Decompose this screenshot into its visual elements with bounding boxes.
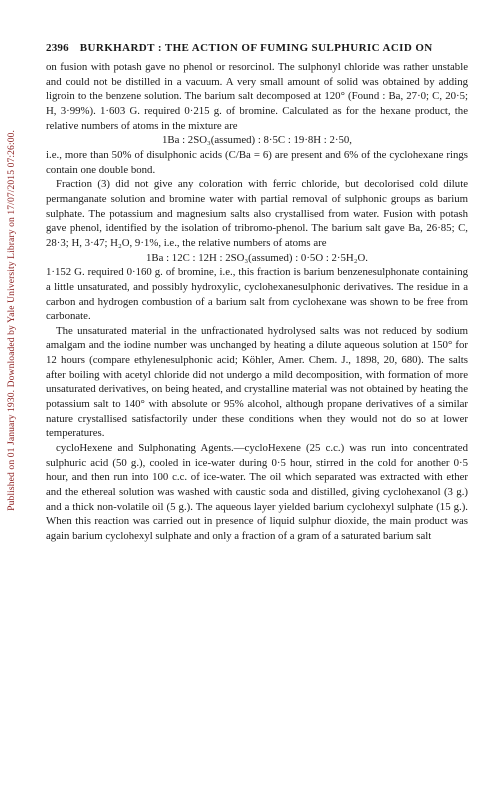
paragraph-3: Fraction (3) did not give any coloration with ferric chloride, but decolorised cold dilute permanganate solution and bromine water with partial removal of sulphonic groups as barium sulphate. The potassium and magnesium salts also crystallised from water. Fusion with potash gave phenol, identified by the isolation of tribromo-phenol. The barium salt gave Ba, 26·85; C, 28·3; H, 3·47; H₂O, 9·1%, i.e., the relative numbers of atoms are [46,178,468,249]
paragraph-4: 1·152 G. required 0·160 g. of bromine, i.e., this fraction is barium benzenesulphonate containing a little unsaturated, and possibly hydroxylic, cyclohexanesulphonic derivatives. The residue in a carbon and hydrogen combustion of a barium salt from cyclohexane was shown to be free from carbonate. [46,266,468,323]
paragraph-5: The unsaturated material in the unfractionated hydrolysed salts was not reduced by sodium amalgam and the iodine number was unchanged by heating a dilute aqueous solution at 150° for 12 hours (compare ethylenesulphonic acid; Köhler, Amer. Chem. J., 1898, 20, 680). The salts after boiling with acetyl chloride did not undergo a mild decomposition, with formation of more unsaturated derivatives, on being heated, and crystalline material was not obtained by heating the potassium salt to 140° with absolute or 95% alcohol, although propane derivatives of a similar nature crystallised satisfactorily under these conditions when they would not do so at lower temperatures. [46,324,468,440]
running-header [46,42,468,54]
formula-2: 1Ba : 12C : 12H : 2SO₃(assumed) : 0·5O : 2·5H₂O. [146,251,368,264]
journal-page [46,42,468,544]
paragraph-1: on fusion with potash gave no phenol or resorcinol. The sulphonyl chloride was rather unstable and could not be distilled in a vacuum. A very small amount of solid was obtained by adding ligroin to the benzene solution. The barium salt decomposed at 120° (Found : Ba, 27·0; C, 20·5; H, 3·99%). 1·603 G. required 0·215 g. of bromine. Calculated as for the hexane product, the relative numbers of atoms in the mixture are [46,61,468,132]
formula-1: 1Ba : 2SO₃(assumed) : 8·5C : 19·8H : 2·50, [162,134,352,147]
download-watermark [6,0,22,793]
watermark-text: Published on 01 January 1930. Downloaded by Yale University Library on 17/07/2015 07:26:00. [6,130,17,511]
paragraph-2: i.e., more than 50% of disulphonic acids (C/Ba = 6) are present and 6% of the cyclohexane rings contain one double bond. [46,148,468,176]
running-title: BURKHARDT : THE ACTION OF FUMING SULPHURIC ACID ON [79,42,433,54]
article-body [46,60,468,544]
paragraph-6: cycloHexene and Sulphonating Agents.—cycloHexene (25 c.c.) was run into concentrated sulphuric acid (50 g.), cooled in ice-water during 0·5 hour, stirred in the cold for another 0·5 hour, and then run into 100 c.c. of ice-water. The oil which separated was extracted with ether and the ethereal solution was washed with caustic soda and distilled, giving cyclohexanol (3 g.) and a thick non-volatile oil (5 g.). The aqueous layer yielded barium cyclohexyl sulphate (15 g.). When this reaction was carried out in presence of liquid sulphur dioxide, the main product was again barium cyclohexyl sulphate and only a fraction of a gram of a saturated barium salt [46,442,468,542]
page-number: 2396 [46,42,69,54]
